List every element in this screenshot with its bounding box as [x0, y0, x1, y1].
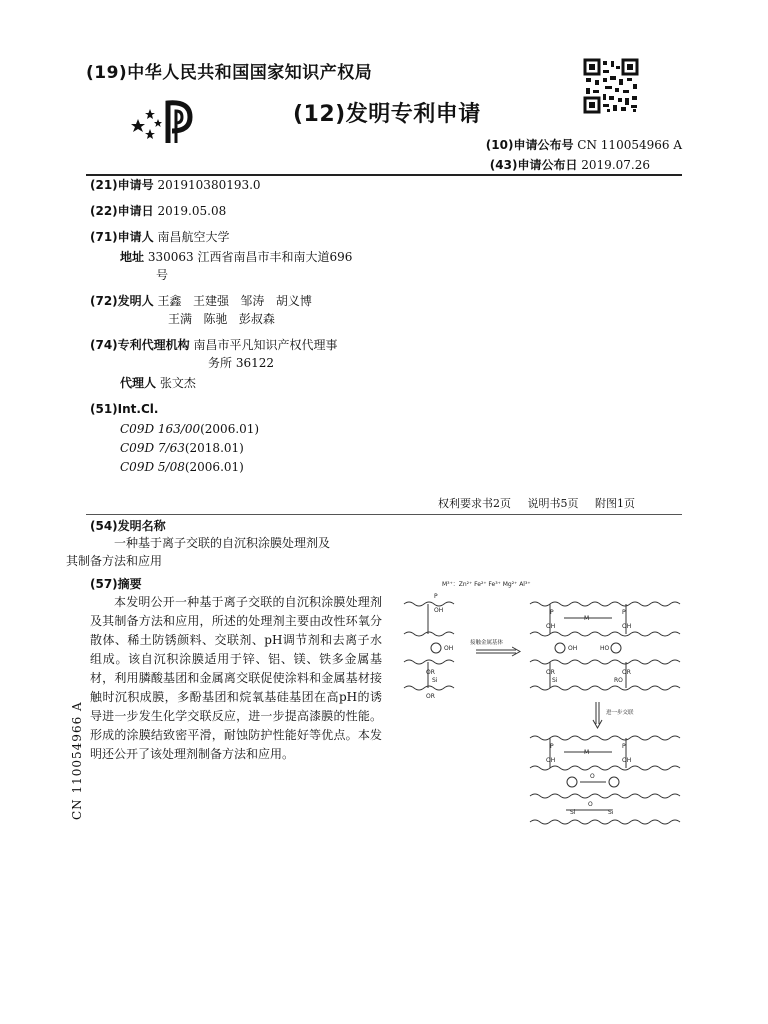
document-type: (12)发明专利申请 — [293, 102, 481, 127]
inventors-line2: 王满 陈驰 彭叔森 — [168, 312, 275, 326]
ipc-code: C09D 5/08 — [120, 460, 185, 474]
publication-number-row — [486, 136, 682, 153]
arrow-label-further-crosslink: 进一步交联 — [606, 710, 634, 716]
title-line2: 其制备方法和应用 — [66, 554, 163, 568]
ipc-label — [90, 400, 158, 418]
title-label: (54)发明名称 — [90, 519, 166, 533]
oh-label: OH — [622, 623, 632, 630]
pub-date-label: (43)申请公布日 — [489, 158, 578, 172]
si-symbol: Si — [570, 809, 576, 816]
abstract-text: 本发明公开一种基于离子交联的自沉积涂膜处理剂及其制备方法和应用，所述的处理剂主要由改性环氧分散体、稀土防锈颜料、交联剂、pH调节剂和去离子水组成。该自沉积涂膜适用于锌、铝、镁、铁多金属基材，利用膦酸基团和金属离交联促使涂料和金属基材接触时沉积成膜，多酚基团和烷氧基硅基团在高pH的诱导进一步发生化学交联反应，进一步提高漆膜的性能。形成的涂膜结致密平滑，耐蚀防护性能好等优点。本发明还公开了该处理剂制备方法和应用。 — [90, 595, 382, 761]
application-number-row — [90, 176, 261, 194]
oh-label: OH — [568, 645, 578, 652]
oh-label: OH — [444, 645, 454, 652]
p-symbol: P — [434, 593, 438, 600]
p-symbol: P — [550, 743, 554, 750]
oh-label: OH — [434, 607, 444, 614]
app-date-label: (22)申请日 — [90, 204, 154, 218]
abstract-label: (57)摘要 — [90, 577, 142, 591]
ipc-code: C09D 7/63 — [120, 441, 185, 455]
agency-line1: 南昌市平凡知识产权代理事 — [193, 338, 338, 352]
metal-center: M — [584, 749, 590, 756]
inventors-line1: 王鑫 王建强 邹涛 胡义博 — [157, 294, 312, 308]
page-count: 权利要求书2页 说明书5页 附图1页 — [438, 497, 635, 510]
p-symbol: P — [622, 609, 626, 616]
patent-office-logo-icon — [128, 97, 206, 147]
ipc-version: (2018.01) — [184, 441, 244, 455]
oh-label: OH — [546, 757, 556, 764]
si-symbol: Si — [552, 677, 558, 684]
agent: 张文杰 — [159, 376, 196, 390]
qr-code-icon — [583, 58, 639, 114]
metal-ions-label: M³⁺：Zn²⁺ Fe²⁺ Fe³⁺ Mg²⁺ Al³⁺ — [442, 581, 531, 588]
applicant-label: (71)申请人 — [90, 230, 154, 244]
applicant-row — [90, 228, 230, 246]
ipc-label-text: (51)Int.Cl. — [90, 402, 159, 416]
ipc-code: C09D 163/00 — [120, 422, 201, 436]
application-date-row — [90, 202, 226, 220]
app-date: 2019.05.08 — [157, 204, 227, 218]
ipc-version: (2006.01) — [200, 422, 260, 436]
ipc-item — [120, 420, 259, 438]
app-no: 201910380193.0 — [157, 178, 261, 192]
address-label: 地址 — [120, 250, 145, 264]
inventor-label: (72)发明人 — [90, 294, 154, 308]
ho-label: HO — [600, 645, 610, 652]
ro-label: RO — [614, 677, 623, 684]
oh-label: OH — [546, 623, 556, 630]
ipc-version: (2006.01) — [184, 460, 244, 474]
applicant: 南昌航空大学 — [157, 230, 230, 244]
p-symbol: P — [550, 609, 554, 616]
agent-label: 代理人 — [120, 376, 157, 390]
address-line2: 号 — [156, 268, 169, 282]
publication-date-row — [490, 156, 650, 173]
oxygen-label: O — [590, 773, 595, 780]
pub-no-label: (10)申请公布号 — [485, 138, 574, 152]
address-row — [120, 248, 352, 266]
inventor-row — [90, 292, 312, 310]
crosslinking-diagram — [400, 578, 700, 832]
agency-line2: 务所 36122 — [208, 356, 274, 370]
section-divider — [86, 514, 682, 515]
pub-date: 2019.07.26 — [581, 158, 650, 172]
app-no-label: (21)申请号 — [90, 178, 154, 192]
or-label: OR — [426, 693, 435, 700]
si-symbol: Si — [432, 677, 438, 684]
or-label: OR — [546, 669, 555, 676]
metal-center: M — [584, 615, 590, 622]
si-symbol: Si — [608, 809, 614, 816]
p-symbol: P — [622, 743, 626, 750]
ipc-item — [120, 439, 244, 457]
or-label: OR — [622, 669, 631, 676]
ipc-item — [120, 458, 244, 476]
agency-label: (74)专利代理机构 — [90, 338, 190, 352]
side-publication-number: CN 110054966 A — [70, 701, 84, 820]
address-line1: 330063 江西省南昌市丰和南大道696 — [147, 250, 353, 264]
oh-label: OH — [622, 757, 632, 764]
agency-row — [90, 336, 338, 354]
agent-row — [120, 374, 196, 392]
oxygen-label: O — [588, 801, 593, 808]
title-line1: 一种基于离子交联的自沉积涂膜处理剂及 — [114, 536, 331, 550]
arrow-label-contact-metal: 接触金属基体 — [470, 640, 504, 646]
or-label: OR — [426, 669, 435, 676]
office-name: (19)中华人民共和国国家知识产权局 — [86, 63, 373, 83]
pub-no: CN 110054966 A — [577, 138, 682, 152]
invention-title — [66, 534, 382, 570]
